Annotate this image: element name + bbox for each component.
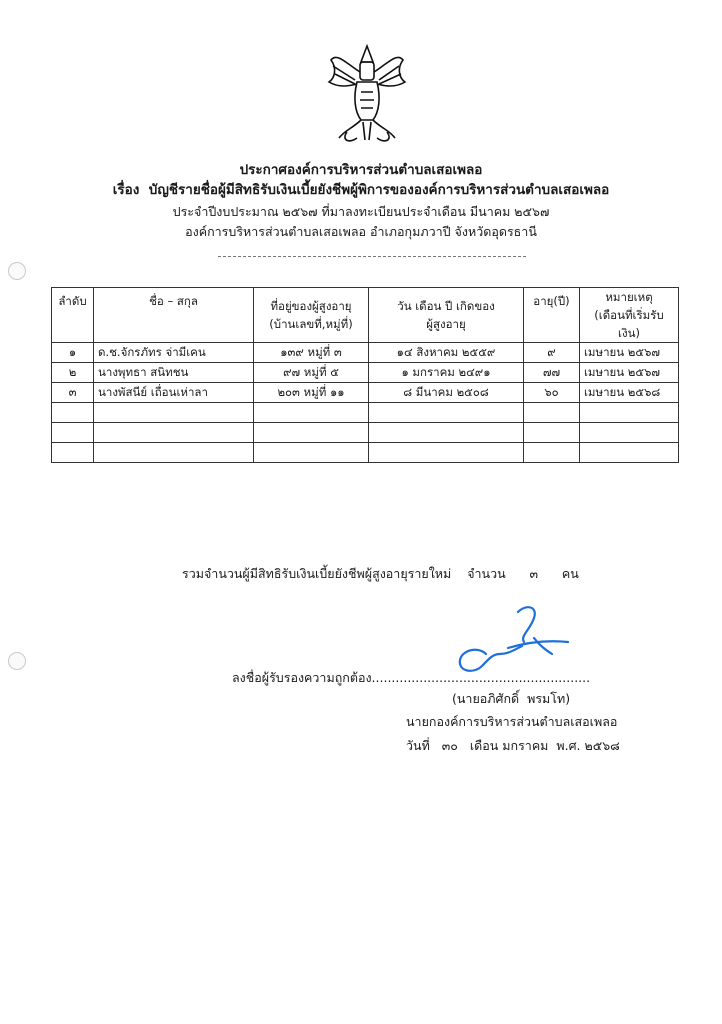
col-header-age: อายุ(ปี) xyxy=(524,288,580,343)
table-row xyxy=(52,363,679,383)
summary-count: ๓ xyxy=(529,566,539,581)
punch-hole xyxy=(8,262,26,280)
location-line: องค์การบริหารส่วนตำบลเสอเพลอ อำเภอกุมภวาปี จังหวัดอุดรธานี xyxy=(185,224,537,239)
handwritten-signature xyxy=(448,602,578,682)
table-row-empty xyxy=(52,403,679,423)
col-header-no: ลำดับ xyxy=(52,288,94,343)
signer-name: (นายอภิศักดิ์ พรมโท) xyxy=(452,691,571,706)
table-row-empty xyxy=(52,423,679,443)
subject-text: บัญชีรายชื่อผู้มีสิทธิรับเงินเบี้ยยังชีพผู้พิการขององค์การบริหารส่วนตำบลเสอเพลอ xyxy=(148,182,610,198)
col-header-remark: หมายเหตุ (เดือนที่เริ่มรับเงิน) xyxy=(580,288,679,343)
beneficiary-table xyxy=(51,287,679,463)
date-year: ๒๕๖๘ xyxy=(584,738,620,753)
sign-date-line xyxy=(406,736,620,756)
cell-remark: เมษายน ๒๕๖๘ xyxy=(580,383,679,403)
table-row xyxy=(52,383,679,403)
punch-hole xyxy=(8,652,26,670)
date-day: ๓๐ xyxy=(441,738,458,753)
cell-name: นางพัสนีย์ เถื่อนเห่าลา xyxy=(94,383,254,403)
cell-remark: เมษายน ๒๕๖๗ xyxy=(580,343,679,363)
cell-name: ด.ช.จักรภัทร จ่ามีเคน xyxy=(94,343,254,363)
summary-count-label: จำนวน xyxy=(467,566,506,581)
cell-no: ๑ xyxy=(52,343,94,363)
cell-age: ๖๐ xyxy=(524,383,580,403)
col-header-birthdate: วัน เดือน ปี เกิดของ ผู้สูงอายุ xyxy=(369,288,524,343)
summary-text: รวมจำนวนผู้มีสิทธิรับเงินเบี้ยยังชีพผู้สูงอายุรายใหม่ xyxy=(182,566,452,581)
month-label: เดือน xyxy=(469,738,499,753)
cell-address: ๙๗ หมู่ที่ ๕ xyxy=(254,363,369,383)
cell-name: นางพุทธา สนิทชน xyxy=(94,363,254,383)
year-label: พ.ศ. xyxy=(556,738,581,753)
org-announcement-title: ประกาศองค์การบริหารส่วนตำบลเสอเพลอ xyxy=(239,162,483,178)
cell-age: ๗๗ xyxy=(524,363,580,383)
cell-address: ๒๐๓ หมู่ที่ ๑๑ xyxy=(254,383,369,403)
cell-address: ๑๓๙ หมู่ที่ ๓ xyxy=(254,343,369,363)
certification-line: ลงชื่อผู้รับรองความถูกต้อง....................................................... xyxy=(232,670,591,685)
summary-unit: คน xyxy=(561,566,579,581)
table-row-empty xyxy=(52,443,679,463)
cell-no: ๓ xyxy=(52,383,94,403)
signer-position: นายกองค์การบริหารส่วนตำบลเสอเพลอ xyxy=(406,714,618,729)
table-header-row xyxy=(52,288,679,343)
col-header-address: ที่อยู่ของผู้สูงอายุ (บ้านเลขที่,หมู่ที่) xyxy=(254,288,369,343)
cell-birthdate: ๘ มีนาคม ๒๕๐๘ xyxy=(369,383,524,403)
cell-remark: เมษายน ๒๕๖๗ xyxy=(580,363,679,383)
summary-line xyxy=(182,564,579,584)
cell-birthdate: ๑ มกราคม ๒๔๙๑ xyxy=(369,363,524,383)
dashed-divider xyxy=(218,256,526,257)
cell-no: ๒ xyxy=(52,363,94,383)
fiscal-year-line: ประจำปีงบประมาณ ๒๕๖๗ ที่มาลงทะเบียนประจำเดือน มีนาคม ๒๕๖๗ xyxy=(172,204,550,219)
cell-birthdate: ๑๔ สิงหาคม ๒๕๕๙ xyxy=(369,343,524,363)
cell-age: ๙ xyxy=(524,343,580,363)
col-header-name: ชื่อ – สกุล xyxy=(94,288,254,343)
garuda-emblem xyxy=(327,42,407,146)
table-row xyxy=(52,343,679,363)
subject-label: เรื่อง xyxy=(112,182,140,198)
subject-line xyxy=(0,180,722,200)
date-label: วันที่ xyxy=(406,738,430,753)
date-month: มกราคม xyxy=(502,738,549,753)
